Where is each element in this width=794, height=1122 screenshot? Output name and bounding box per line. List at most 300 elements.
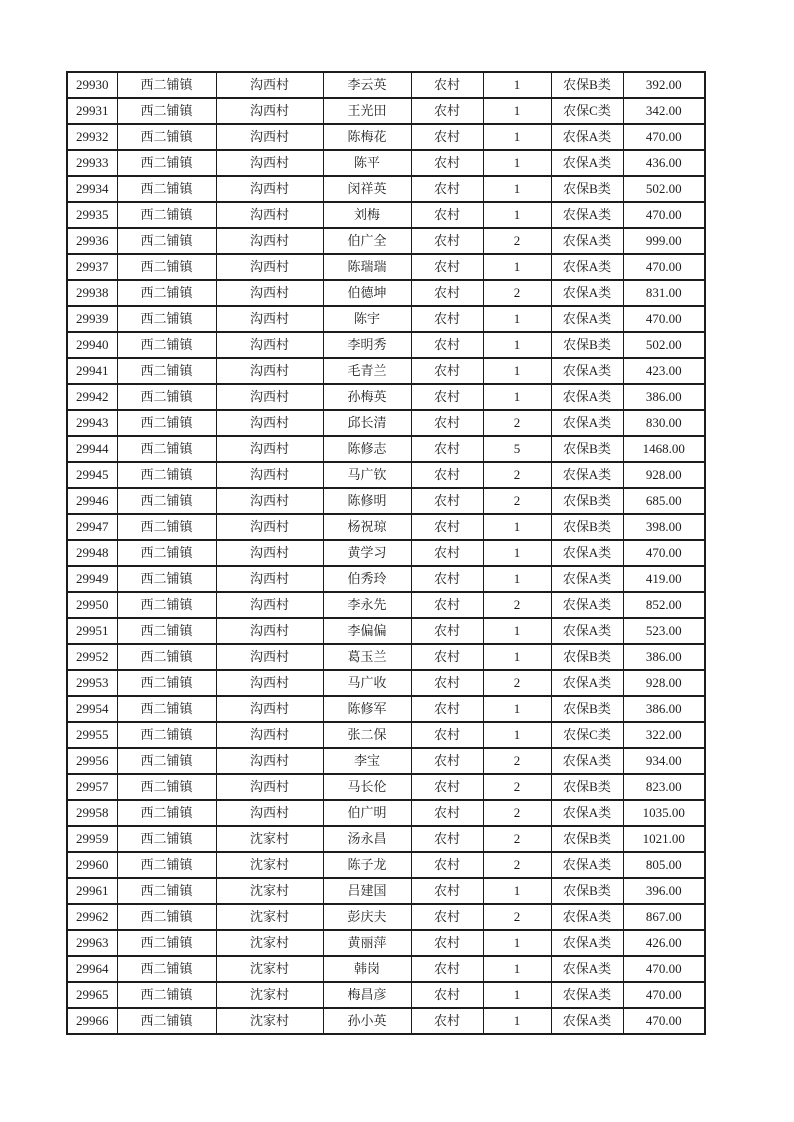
cell-person-count: 2 — [483, 592, 551, 618]
cell-name: 黄丽萍 — [323, 930, 411, 956]
cell-serial-number: 29961 — [67, 878, 117, 904]
cell-residence-type: 农村 — [411, 254, 483, 280]
cell-serial-number: 29957 — [67, 774, 117, 800]
cell-town: 西二铺镇 — [117, 436, 216, 462]
cell-residence-type: 农村 — [411, 748, 483, 774]
cell-village: 沟西村 — [216, 488, 323, 514]
cell-name: 陈梅花 — [323, 124, 411, 150]
cell-name: 陈修明 — [323, 488, 411, 514]
cell-town: 西二铺镇 — [117, 358, 216, 384]
table-row — [67, 1008, 705, 1034]
cell-person-count: 1 — [483, 358, 551, 384]
table-row — [67, 514, 705, 540]
cell-village: 沟西村 — [216, 748, 323, 774]
table-row — [67, 202, 705, 228]
cell-town: 西二铺镇 — [117, 826, 216, 852]
cell-village: 沟西村 — [216, 644, 323, 670]
cell-town: 西二铺镇 — [117, 98, 216, 124]
cell-town: 西二铺镇 — [117, 930, 216, 956]
cell-residence-type: 农村 — [411, 488, 483, 514]
cell-person-count: 1 — [483, 514, 551, 540]
cell-insurance-category: 农保A类 — [551, 462, 623, 488]
table-row — [67, 124, 705, 150]
cell-residence-type: 农村 — [411, 592, 483, 618]
cell-residence-type: 农村 — [411, 462, 483, 488]
cell-name: 葛玉兰 — [323, 644, 411, 670]
cell-town: 西二铺镇 — [117, 592, 216, 618]
cell-village: 沈家村 — [216, 956, 323, 982]
cell-town: 西二铺镇 — [117, 722, 216, 748]
cell-serial-number: 29952 — [67, 644, 117, 670]
cell-amount: 830.00 — [623, 410, 705, 436]
cell-town: 西二铺镇 — [117, 72, 216, 98]
cell-village: 沟西村 — [216, 72, 323, 98]
cell-serial-number: 29937 — [67, 254, 117, 280]
cell-insurance-category: 农保A类 — [551, 358, 623, 384]
cell-serial-number: 29931 — [67, 98, 117, 124]
cell-town: 西二铺镇 — [117, 644, 216, 670]
cell-village: 沟西村 — [216, 254, 323, 280]
cell-person-count: 1 — [483, 878, 551, 904]
cell-name: 刘梅 — [323, 202, 411, 228]
cell-amount: 386.00 — [623, 384, 705, 410]
cell-serial-number: 29948 — [67, 540, 117, 566]
cell-town: 西二铺镇 — [117, 306, 216, 332]
cell-serial-number: 29956 — [67, 748, 117, 774]
cell-town: 西二铺镇 — [117, 1008, 216, 1034]
cell-insurance-category: 农保A类 — [551, 566, 623, 592]
cell-serial-number: 29953 — [67, 670, 117, 696]
cell-amount: 1035.00 — [623, 800, 705, 826]
table-row — [67, 800, 705, 826]
cell-village: 沟西村 — [216, 774, 323, 800]
table-row — [67, 774, 705, 800]
cell-amount: 934.00 — [623, 748, 705, 774]
cell-village: 沟西村 — [216, 540, 323, 566]
cell-person-count: 2 — [483, 852, 551, 878]
cell-serial-number: 29965 — [67, 982, 117, 1008]
table-row — [67, 982, 705, 1008]
cell-amount: 470.00 — [623, 124, 705, 150]
cell-name: 王光田 — [323, 98, 411, 124]
cell-name: 闵祥英 — [323, 176, 411, 202]
cell-town: 西二铺镇 — [117, 696, 216, 722]
table-row — [67, 488, 705, 514]
cell-village: 沈家村 — [216, 982, 323, 1008]
cell-serial-number: 29950 — [67, 592, 117, 618]
cell-person-count: 1 — [483, 618, 551, 644]
cell-amount: 928.00 — [623, 670, 705, 696]
cell-person-count: 1 — [483, 98, 551, 124]
cell-residence-type: 农村 — [411, 618, 483, 644]
cell-amount: 867.00 — [623, 904, 705, 930]
table-row — [67, 332, 705, 358]
cell-insurance-category: 农保A类 — [551, 124, 623, 150]
cell-town: 西二铺镇 — [117, 228, 216, 254]
cell-amount: 823.00 — [623, 774, 705, 800]
cell-person-count: 2 — [483, 800, 551, 826]
cell-village: 沟西村 — [216, 696, 323, 722]
cell-insurance-category: 农保A类 — [551, 592, 623, 618]
table-row — [67, 930, 705, 956]
cell-amount: 928.00 — [623, 462, 705, 488]
cell-name: 陈宇 — [323, 306, 411, 332]
cell-town: 西二铺镇 — [117, 280, 216, 306]
table-row — [67, 618, 705, 644]
table-row — [67, 644, 705, 670]
cell-town: 西二铺镇 — [117, 800, 216, 826]
table-row — [67, 306, 705, 332]
table-row — [67, 722, 705, 748]
cell-insurance-category: 农保A类 — [551, 748, 623, 774]
cell-person-count: 1 — [483, 384, 551, 410]
cell-amount: 386.00 — [623, 696, 705, 722]
cell-insurance-category: 农保B类 — [551, 72, 623, 98]
cell-residence-type: 农村 — [411, 956, 483, 982]
cell-village: 沟西村 — [216, 150, 323, 176]
cell-village: 沈家村 — [216, 1008, 323, 1034]
cell-amount: 1021.00 — [623, 826, 705, 852]
cell-person-count: 2 — [483, 488, 551, 514]
cell-amount: 852.00 — [623, 592, 705, 618]
cell-residence-type: 农村 — [411, 150, 483, 176]
cell-town: 西二铺镇 — [117, 748, 216, 774]
cell-serial-number: 29934 — [67, 176, 117, 202]
cell-person-count: 1 — [483, 722, 551, 748]
cell-person-count: 1 — [483, 72, 551, 98]
cell-insurance-category: 农保A类 — [551, 1008, 623, 1034]
cell-serial-number: 29946 — [67, 488, 117, 514]
cell-name: 孙梅英 — [323, 384, 411, 410]
cell-insurance-category: 农保B类 — [551, 774, 623, 800]
cell-serial-number: 29944 — [67, 436, 117, 462]
table-row — [67, 852, 705, 878]
cell-village: 沟西村 — [216, 358, 323, 384]
cell-insurance-category: 农保B类 — [551, 436, 623, 462]
table-row — [67, 696, 705, 722]
cell-name: 伯广全 — [323, 228, 411, 254]
cell-amount: 470.00 — [623, 254, 705, 280]
cell-amount: 470.00 — [623, 1008, 705, 1034]
cell-town: 西二铺镇 — [117, 670, 216, 696]
benefits-table — [66, 71, 706, 1035]
cell-name: 汤永昌 — [323, 826, 411, 852]
cell-name: 伯广明 — [323, 800, 411, 826]
table-row — [67, 280, 705, 306]
cell-amount: 342.00 — [623, 98, 705, 124]
cell-amount: 1468.00 — [623, 436, 705, 462]
cell-person-count: 1 — [483, 644, 551, 670]
cell-town: 西二铺镇 — [117, 176, 216, 202]
cell-town: 西二铺镇 — [117, 956, 216, 982]
cell-village: 沟西村 — [216, 384, 323, 410]
cell-person-count: 2 — [483, 748, 551, 774]
cell-name: 彭庆夫 — [323, 904, 411, 930]
cell-amount: 396.00 — [623, 878, 705, 904]
cell-village: 沈家村 — [216, 930, 323, 956]
cell-amount: 386.00 — [623, 644, 705, 670]
cell-residence-type: 农村 — [411, 644, 483, 670]
table-row — [67, 176, 705, 202]
table-row — [67, 228, 705, 254]
cell-town: 西二铺镇 — [117, 254, 216, 280]
cell-serial-number: 29938 — [67, 280, 117, 306]
cell-village: 沟西村 — [216, 332, 323, 358]
table-row — [67, 592, 705, 618]
cell-insurance-category: 农保A类 — [551, 540, 623, 566]
cell-village: 沟西村 — [216, 670, 323, 696]
cell-serial-number: 29935 — [67, 202, 117, 228]
cell-insurance-category: 农保A类 — [551, 280, 623, 306]
cell-person-count: 2 — [483, 410, 551, 436]
cell-town: 西二铺镇 — [117, 202, 216, 228]
cell-residence-type: 农村 — [411, 228, 483, 254]
cell-serial-number: 29951 — [67, 618, 117, 644]
cell-residence-type: 农村 — [411, 930, 483, 956]
cell-person-count: 2 — [483, 280, 551, 306]
cell-serial-number: 29930 — [67, 72, 117, 98]
cell-insurance-category: 农保B类 — [551, 826, 623, 852]
cell-serial-number: 29963 — [67, 930, 117, 956]
cell-name: 李明秀 — [323, 332, 411, 358]
cell-residence-type: 农村 — [411, 280, 483, 306]
cell-town: 西二铺镇 — [117, 540, 216, 566]
table-row — [67, 904, 705, 930]
cell-insurance-category: 农保A类 — [551, 410, 623, 436]
cell-amount: 398.00 — [623, 514, 705, 540]
cell-serial-number: 29940 — [67, 332, 117, 358]
cell-insurance-category: 农保A类 — [551, 670, 623, 696]
cell-name: 张二保 — [323, 722, 411, 748]
cell-serial-number: 29939 — [67, 306, 117, 332]
cell-serial-number: 29947 — [67, 514, 117, 540]
cell-village: 沟西村 — [216, 462, 323, 488]
cell-residence-type: 农村 — [411, 514, 483, 540]
cell-name: 陈修志 — [323, 436, 411, 462]
cell-amount: 470.00 — [623, 956, 705, 982]
cell-insurance-category: 农保A类 — [551, 228, 623, 254]
cell-insurance-category: 农保B类 — [551, 332, 623, 358]
cell-residence-type: 农村 — [411, 540, 483, 566]
cell-town: 西二铺镇 — [117, 852, 216, 878]
cell-amount: 470.00 — [623, 540, 705, 566]
cell-residence-type: 农村 — [411, 800, 483, 826]
cell-village: 沟西村 — [216, 306, 323, 332]
cell-village: 沟西村 — [216, 514, 323, 540]
cell-person-count: 1 — [483, 124, 551, 150]
cell-town: 西二铺镇 — [117, 904, 216, 930]
cell-village: 沈家村 — [216, 852, 323, 878]
cell-amount: 831.00 — [623, 280, 705, 306]
table-row — [67, 956, 705, 982]
cell-residence-type: 农村 — [411, 358, 483, 384]
cell-amount: 419.00 — [623, 566, 705, 592]
cell-person-count: 1 — [483, 176, 551, 202]
cell-amount: 523.00 — [623, 618, 705, 644]
cell-insurance-category: 农保A类 — [551, 384, 623, 410]
cell-insurance-category: 农保B类 — [551, 878, 623, 904]
cell-residence-type: 农村 — [411, 982, 483, 1008]
cell-residence-type: 农村 — [411, 332, 483, 358]
cell-name: 李云英 — [323, 72, 411, 98]
cell-person-count: 1 — [483, 150, 551, 176]
cell-village: 沈家村 — [216, 904, 323, 930]
cell-village: 沟西村 — [216, 410, 323, 436]
cell-person-count: 2 — [483, 228, 551, 254]
cell-insurance-category: 农保A类 — [551, 150, 623, 176]
cell-name: 陈子龙 — [323, 852, 411, 878]
cell-village: 沟西村 — [216, 618, 323, 644]
table-row — [67, 384, 705, 410]
cell-insurance-category: 农保A类 — [551, 852, 623, 878]
cell-village: 沟西村 — [216, 176, 323, 202]
cell-insurance-category: 农保A类 — [551, 202, 623, 228]
cell-insurance-category: 农保A类 — [551, 618, 623, 644]
cell-town: 西二铺镇 — [117, 150, 216, 176]
cell-town: 西二铺镇 — [117, 982, 216, 1008]
cell-insurance-category: 农保B类 — [551, 488, 623, 514]
cell-serial-number: 29955 — [67, 722, 117, 748]
cell-amount: 502.00 — [623, 176, 705, 202]
cell-person-count: 1 — [483, 306, 551, 332]
cell-residence-type: 农村 — [411, 696, 483, 722]
table-row — [67, 98, 705, 124]
cell-amount: 392.00 — [623, 72, 705, 98]
cell-residence-type: 农村 — [411, 436, 483, 462]
cell-amount: 470.00 — [623, 982, 705, 1008]
cell-serial-number: 29932 — [67, 124, 117, 150]
cell-residence-type: 农村 — [411, 202, 483, 228]
cell-person-count: 1 — [483, 202, 551, 228]
cell-person-count: 1 — [483, 696, 551, 722]
cell-residence-type: 农村 — [411, 98, 483, 124]
cell-name: 陈修军 — [323, 696, 411, 722]
table-row — [67, 826, 705, 852]
cell-name: 陈平 — [323, 150, 411, 176]
cell-person-count: 2 — [483, 462, 551, 488]
cell-residence-type: 农村 — [411, 306, 483, 332]
cell-town: 西二铺镇 — [117, 878, 216, 904]
table-row — [67, 566, 705, 592]
cell-person-count: 1 — [483, 930, 551, 956]
cell-amount: 426.00 — [623, 930, 705, 956]
cell-serial-number: 29949 — [67, 566, 117, 592]
cell-serial-number: 29936 — [67, 228, 117, 254]
cell-village: 沟西村 — [216, 722, 323, 748]
cell-name: 陈瑞瑞 — [323, 254, 411, 280]
table-row — [67, 72, 705, 98]
cell-residence-type: 农村 — [411, 72, 483, 98]
cell-village: 沟西村 — [216, 280, 323, 306]
cell-insurance-category: 农保B类 — [551, 644, 623, 670]
cell-town: 西二铺镇 — [117, 618, 216, 644]
cell-person-count: 2 — [483, 774, 551, 800]
cell-residence-type: 农村 — [411, 124, 483, 150]
cell-name: 毛青兰 — [323, 358, 411, 384]
cell-residence-type: 农村 — [411, 1008, 483, 1034]
cell-insurance-category: 农保C类 — [551, 98, 623, 124]
cell-name: 马广收 — [323, 670, 411, 696]
cell-serial-number: 29954 — [67, 696, 117, 722]
cell-name: 马长伦 — [323, 774, 411, 800]
cell-person-count: 1 — [483, 254, 551, 280]
cell-name: 杨祝琼 — [323, 514, 411, 540]
cell-serial-number: 29942 — [67, 384, 117, 410]
cell-town: 西二铺镇 — [117, 410, 216, 436]
cell-town: 西二铺镇 — [117, 384, 216, 410]
cell-name: 梅昌彦 — [323, 982, 411, 1008]
cell-insurance-category: 农保A类 — [551, 904, 623, 930]
cell-residence-type: 农村 — [411, 176, 483, 202]
cell-insurance-category: 农保A类 — [551, 956, 623, 982]
cell-person-count: 1 — [483, 332, 551, 358]
cell-name: 孙小英 — [323, 1008, 411, 1034]
cell-village: 沟西村 — [216, 124, 323, 150]
cell-insurance-category: 农保C类 — [551, 722, 623, 748]
cell-amount: 436.00 — [623, 150, 705, 176]
cell-village: 沟西村 — [216, 202, 323, 228]
cell-insurance-category: 农保A类 — [551, 306, 623, 332]
cell-residence-type: 农村 — [411, 852, 483, 878]
cell-village: 沟西村 — [216, 800, 323, 826]
cell-insurance-category: 农保A类 — [551, 982, 623, 1008]
cell-town: 西二铺镇 — [117, 462, 216, 488]
cell-village: 沟西村 — [216, 436, 323, 462]
cell-residence-type: 农村 — [411, 878, 483, 904]
cell-town: 西二铺镇 — [117, 774, 216, 800]
cell-name: 韩岗 — [323, 956, 411, 982]
cell-serial-number: 29964 — [67, 956, 117, 982]
table-row — [67, 540, 705, 566]
cell-name: 李偏偏 — [323, 618, 411, 644]
cell-name: 吕建国 — [323, 878, 411, 904]
cell-serial-number: 29959 — [67, 826, 117, 852]
table-row — [67, 150, 705, 176]
cell-person-count: 1 — [483, 540, 551, 566]
cell-serial-number: 29966 — [67, 1008, 117, 1034]
cell-serial-number: 29945 — [67, 462, 117, 488]
cell-town: 西二铺镇 — [117, 124, 216, 150]
cell-serial-number: 29933 — [67, 150, 117, 176]
cell-residence-type: 农村 — [411, 826, 483, 852]
cell-residence-type: 农村 — [411, 904, 483, 930]
cell-residence-type: 农村 — [411, 384, 483, 410]
table-row — [67, 254, 705, 280]
cell-person-count: 5 — [483, 436, 551, 462]
cell-name: 邱长清 — [323, 410, 411, 436]
cell-residence-type: 农村 — [411, 410, 483, 436]
cell-amount: 502.00 — [623, 332, 705, 358]
cell-amount: 685.00 — [623, 488, 705, 514]
cell-serial-number: 29941 — [67, 358, 117, 384]
cell-serial-number: 29960 — [67, 852, 117, 878]
table-row — [67, 748, 705, 774]
table-body — [67, 72, 705, 1034]
cell-town: 西二铺镇 — [117, 566, 216, 592]
cell-residence-type: 农村 — [411, 722, 483, 748]
table-row — [67, 670, 705, 696]
cell-insurance-category: 农保A类 — [551, 254, 623, 280]
cell-residence-type: 农村 — [411, 566, 483, 592]
cell-person-count: 2 — [483, 670, 551, 696]
cell-name: 黄学习 — [323, 540, 411, 566]
cell-name: 李宝 — [323, 748, 411, 774]
cell-serial-number: 29943 — [67, 410, 117, 436]
cell-residence-type: 农村 — [411, 670, 483, 696]
cell-village: 沈家村 — [216, 878, 323, 904]
cell-amount: 999.00 — [623, 228, 705, 254]
cell-name: 李永先 — [323, 592, 411, 618]
